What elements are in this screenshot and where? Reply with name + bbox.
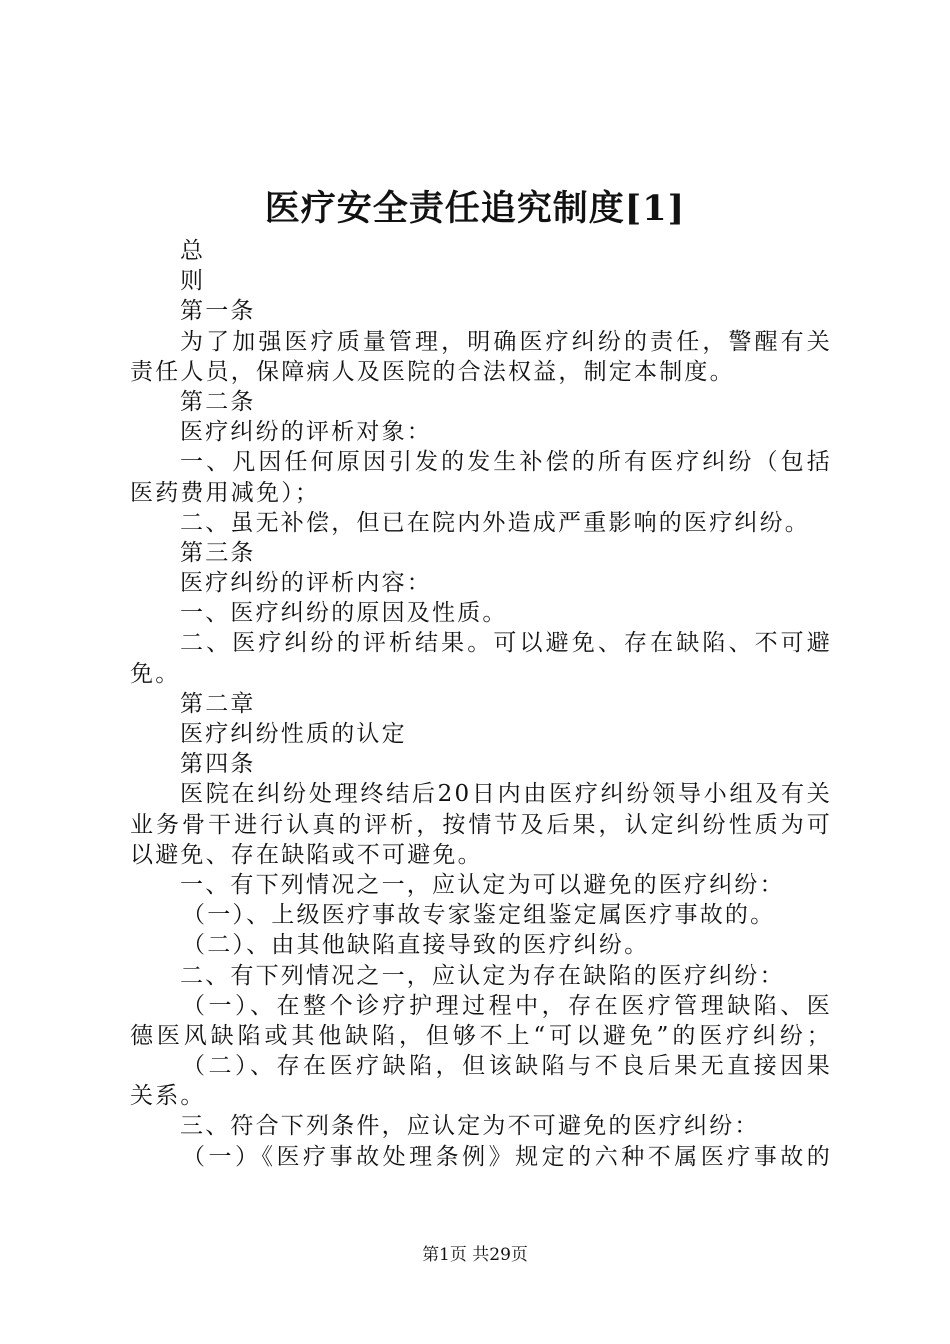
- text-line: 则: [180, 268, 206, 295]
- text-line: 关系。: [130, 1083, 206, 1110]
- text-line: 第三条: [180, 539, 256, 566]
- text-line: 医疗纠纷的评析对象：: [180, 419, 432, 446]
- text-line: 免。: [130, 660, 181, 687]
- text-line: 二、虽无补偿，但已在院内外造成严重影响的医疗纠纷。: [180, 509, 810, 536]
- text-line: 第二章: [180, 690, 256, 717]
- text-line: 医疗纠纷的评析内容：: [180, 570, 432, 597]
- text-line: 以避免、存在缺陷或不可避免。: [130, 841, 483, 868]
- text-line: 医药费用减免）；: [130, 479, 321, 506]
- text-line: 医疗纠纷性质的认定: [180, 721, 407, 747]
- text-line: 第一条: [180, 298, 256, 325]
- text-line: 第二条: [180, 388, 256, 415]
- text-line: （二）、由其他缺陷直接导致的医疗纠纷。: [182, 932, 650, 959]
- text-line: 为了加强医疗质量管理，明确医疗纠纷的责任，警醒有关: [180, 328, 832, 355]
- text-line: 二、有下列情况之一，应认定为存在缺陷的医疗纠纷：: [180, 962, 785, 989]
- text-line: 德医风缺陷或其他缺陷，但够不上“可以避免”的医疗纠纷；: [130, 1022, 832, 1049]
- text-line: 第四条: [180, 751, 256, 778]
- text-line: 总: [180, 238, 206, 264]
- text-line: （一）《医疗事故处理条例》规定的六种不属医疗事故的: [182, 1143, 832, 1170]
- text-line: 二、医疗纠纷的评析结果。可以避免、存在缺陷、不可避: [180, 630, 832, 657]
- text-line: 一、凡因任何原因引发的发生补偿的所有医疗纠纷（包括: [180, 449, 832, 476]
- text-line: 一、医疗纠纷的原因及性质。: [180, 600, 508, 627]
- text-line: （一）、上级医疗事故专家鉴定组鉴定属医疗事故的。: [182, 902, 776, 929]
- text-line: 业务骨干进行认真的评析，按情节及后果，认定纠纷性质为可: [130, 811, 832, 838]
- text-line: 一、有下列情况之一，应认定为可以避免的医疗纠纷：: [180, 871, 785, 898]
- page-footer: 第1页 共29页: [422, 1245, 528, 1265]
- document-title: 医疗安全责任追究制度[1]: [264, 188, 686, 229]
- text-line: 责任人员，保障病人及医院的合法权益，制定本制度。: [130, 358, 735, 385]
- text-line: 三、符合下列条件，应认定为不可避免的医疗纠纷：: [180, 1113, 760, 1140]
- document-body: [130, 236, 832, 1172]
- text-line: （一）、在整个诊疗护理过程中，存在医疗管理缺陷、医: [182, 992, 832, 1019]
- text-line: 医院在纠纷处理终结后20日内由医疗纠纷领导小组及有关: [180, 781, 832, 808]
- text-line: （二）、存在医疗缺陷，但该缺陷与不良后果无直接因果: [182, 1053, 832, 1080]
